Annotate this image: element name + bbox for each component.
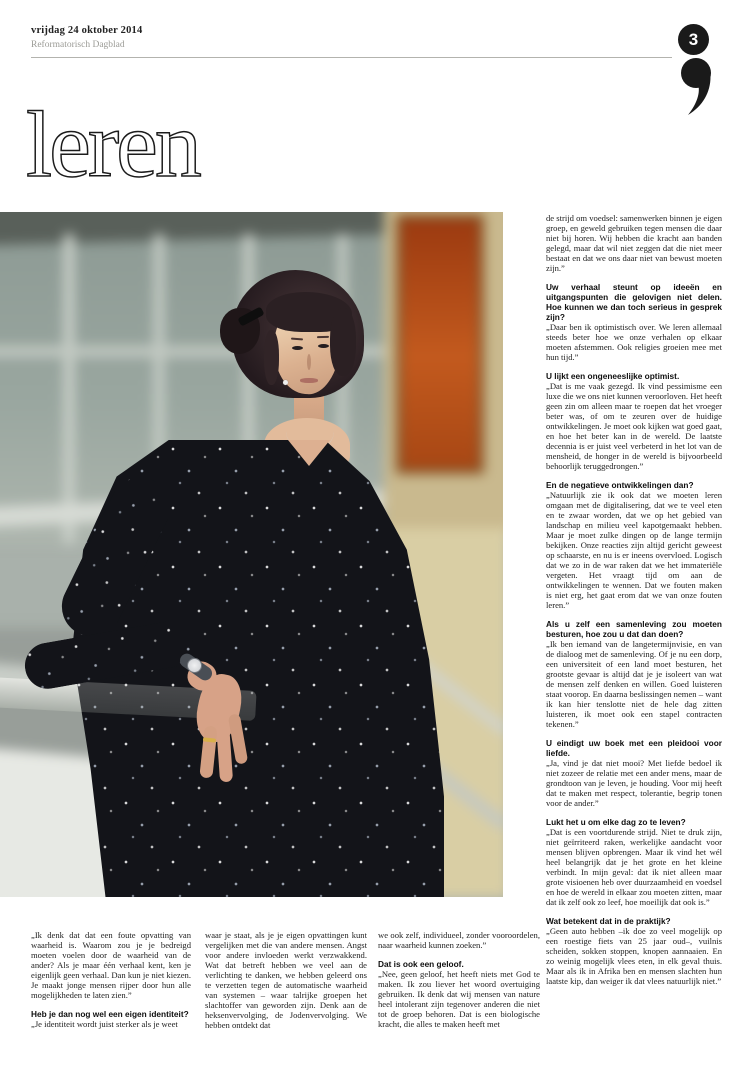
interview-question: Wat betekent dat in de praktijk?	[546, 916, 671, 926]
eyebrow	[317, 336, 329, 338]
portrait-photo	[0, 212, 503, 897]
publication-name: Reformatorisch Dagblad	[31, 40, 125, 50]
answer-paragraph: „Ik ben iemand van de langetermijnvisie, en van de dialoog met de samenleving. Of je nu een dorp, een universiteit of een land moet besturen, het grootste gevaar is altijd dat je je isoleert van wat de mensen zelf denken en willen. Goed luisteren staat voorop. En daarna beslissingen nemen – want ik kan hier tenslotte niet de hele dag zitten luisteren, ik moet ook een stapel contracten tekenen.”	[546, 639, 722, 729]
interview-question: U eindigt uw boek met een pleidooi voor liefde.	[546, 738, 722, 758]
answer-paragraph: „Ik denk dat dat een foute opvatting van waarheid is. Waarom zou je je bedreigd moeten voelen door de waarheid van de ander? Als je maar één verhaal kent, ken je eigenlijk geen verhaal. Dan kun je niet kiezen. Je maakt jonge mensen rijper door hun alle mogelijkheden te laten zien.”	[31, 930, 191, 1000]
eye	[292, 346, 303, 350]
article-column-3	[378, 930, 540, 1052]
answer-paragraph: we ook zelf, individueel, zonder vooroordelen, naar waarheid kunnen zoeken.”	[378, 930, 540, 950]
interview-question: U lijkt een ongeneeslijke optimist.	[546, 371, 680, 381]
answer-paragraph: „Dat is me vaak gezegd. Ik vind pessimisme een luxe die we ons niet kunnen veroorloven. Het heeft geen zin om alleen maar te roepen dat het vroeger beter was, of om te zeuren over de huidige ontwikkelingen. Je moet ook kijken wat goed gaat, en hoe het beter kan in de wereld. De laatste decennia is er juist veel verbeterd in het lot van de mensheid, de honger in de wereld is bijvoorbeeld behoorlijk teruggedrongen.”	[546, 381, 722, 471]
answer-paragraph: „Natuurlijk zie ik ook dat we moeten leren omgaan met de digitalisering, dat we te veel eten en te zwaar worden, dat we op het gebied van landschap en milieu veel kapotgemaakt hebben. Maar je moet zulke dingen op de lange termijn bekijken. Onze reacties zijn altijd gericht geweest op schaarste, en nu is er ineens overvloed. Logisch dat we zo in de war raken dat we het immateriële vergeten. Het vraagt tijd om aan de ontwikkelingen te wennen. Dat we fouten maken is niet erg, het gaat erom dat we van onze fouten leren.”	[546, 490, 722, 610]
interview-question: Heb je dan nog wel een eigen identiteit?	[31, 1009, 189, 1019]
pearl-earring	[283, 380, 288, 385]
header-rule	[31, 57, 672, 58]
page-number-badge: 3	[678, 24, 709, 55]
watch-face	[187, 658, 202, 673]
article-column-4	[546, 213, 722, 1053]
answer-paragraph: „Daar ben ik optimistisch over. We leren allemaal steeds beter hoe we onze verhalen op elkaar moeten afstemmen. Ook religies groeien mee met hun tijd.”	[546, 322, 722, 362]
interview-question: Dat is ook een geloof.	[378, 959, 464, 969]
interview-question: Lukt het u om elke dag zo te leven?	[546, 817, 686, 827]
edition-date: vrijdag 24 oktober 2014	[31, 25, 143, 36]
answer-paragraph: waar je staat, als je je eigen opvattingen kunt vergelijken met die van andere mensen. Angst voor andere invloeden werkt verzwakkend. Wat dat betreft hebben we veel aan de verlichting te danken, we hebben geleerd ons te verzetten tegen de automatische waarheid van systemen – waar talrijke groepen het slachtoffer van geworden zijn. Denk aan de heksenvervolging, de Jodenvervolging. We hebben ontdekt dat	[205, 930, 367, 1030]
interview-question: En de negatieve ontwikkelingen dan?	[546, 480, 694, 490]
answer-paragraph: de strijd om voedsel: samenwerken binnen je eigen groep, en geweld gebruiken tegen mensen die daar niet bij horen. Wij hebben die kracht aan banden gelegd, maar dat wil niet zeggen dat die niet meer bestaat en dat we ons daar niet van bewust moeten zijn.”	[546, 213, 722, 273]
article-column-2	[205, 930, 367, 1052]
answer-paragraph: „Geen auto hebben –ik doe zo veel mogelijk op een roestige fiets van 25 jaar oud–, vuilnis scheiden, sokken stoppen, knopen aannaaien. En zo weinig mogelijk vlees eten, in elk geval thuis. Maar als ik in Afrika ben en mensen slachten hun laatste kip, dan weiger ik dat vlees natuurlijk niet.”	[546, 926, 722, 986]
page-title: leren	[26, 93, 199, 197]
answer-paragraph: „Je identiteit wordt juist sterker als je weet	[31, 1019, 178, 1029]
lips	[300, 378, 318, 383]
nose	[307, 354, 311, 370]
quote-comma-icon	[676, 58, 718, 116]
orange-door	[396, 214, 484, 474]
article-column-1	[31, 930, 191, 1052]
hair-side	[264, 330, 279, 385]
eye	[318, 344, 329, 348]
interview-question: Uw verhaal steunt op ideeën en uitgangspunten die gelovigen niet delen. Hoe kunnen we dan toch serieus in gesprek zijn?	[546, 282, 722, 322]
answer-paragraph: „Nee, geen geloof, het heeft niets met God te maken. Ik zou liever het woord overtuiging gebruiken. Ik denk dat wij mensen van nature heel intolerant zijn tegenover anderen die niet tot de groep behoren. Dat is een biologische kracht, die alles te maken heeft met	[378, 969, 540, 1029]
answer-paragraph: „Ja, vind je dat niet mooi? Met liefde bedoel ik niet zozeer de relatie met een ander mens, maar de grondtoon van je leven, je houding. Voor mij heeft dat te maken met respect, tolerantie, begrip tonen voor de ander.”	[546, 758, 722, 808]
interview-question: Als u zelf een samenleving zou moeten besturen, hoe zou u dat dan doen?	[546, 619, 722, 639]
hair-side	[330, 308, 356, 376]
answer-paragraph: „Dat is een voortdurende strijd. Niet te druk zijn, niet geïrriteerd raken, werkelijke aandacht voor mensen blijven opbrengen. Maar ik vind het wél heel belangrijk dat je het grote en het kleine verbindt. In mijn geval: dat ik niet alleen maar grote visioenen heb over duurzaamheid en voedsel en hoe de wereld in elkaar zou moeten zitten, maar dat ik zelf ook zo leef, hoe moeilijk dat ook is.”	[546, 827, 722, 907]
